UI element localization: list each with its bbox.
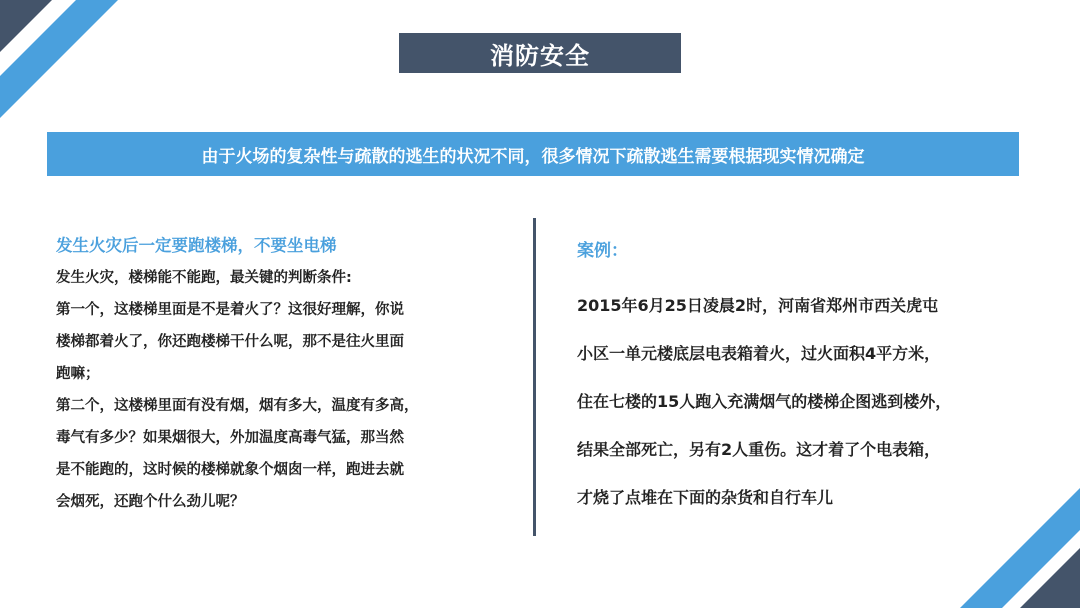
summary-banner: 由于火场的复杂性与疏散的逃生的状况不同，很多情况下疏散逃生需要根据现实情况确定 bbox=[47, 132, 1019, 176]
left-line: 跑嘛； bbox=[56, 366, 100, 382]
left-heading: 发生火灾后一定要跑楼梯，不要坐电梯 bbox=[56, 236, 337, 255]
case-line: 小区一单元楼底层电表箱着火，过火面积4平方米， bbox=[577, 344, 941, 363]
left-line: 楼梯都着火了，你还跑楼梯干什么呢，那不是往火里面 bbox=[56, 334, 404, 350]
case-line: 住在七楼的15人跑入充满烟气的楼梯企图逃到楼外， bbox=[577, 392, 952, 411]
left-line: 是不能跑的，这时候的楼梯就象个烟囱一样，跑进去就 bbox=[56, 462, 404, 478]
case-line: 才烧了点堆在下面的杂货和自行车儿 bbox=[577, 488, 834, 507]
left-line: 第一个，这楼梯里面是不是着火了？这很好理解，你说 bbox=[56, 302, 404, 318]
right-panel bbox=[577, 234, 1057, 522]
left-line: 毒气有多少？如果烟很大，外加温度高毒气猛，那当然 bbox=[56, 430, 404, 446]
case-line: 2015年6月25日凌晨2时，河南省郑州市西关虎屯 bbox=[577, 296, 939, 315]
slide-title: 消防安全 bbox=[399, 33, 681, 73]
left-line: 会烟死，还跑个什么劲儿呢？ bbox=[56, 494, 245, 510]
left-panel bbox=[56, 232, 506, 518]
case-label: 案例： bbox=[577, 241, 628, 261]
case-line: 结果全部死亡，另有2人重伤。这才着了个电表箱， bbox=[577, 440, 941, 459]
left-line: 发生火灾，楼梯能不能跑，最关键的判断条件: bbox=[56, 270, 352, 286]
left-line: 第二个，这楼梯里面有没有烟，烟有多大，温度有多高， bbox=[56, 398, 419, 414]
column-divider bbox=[533, 218, 536, 536]
